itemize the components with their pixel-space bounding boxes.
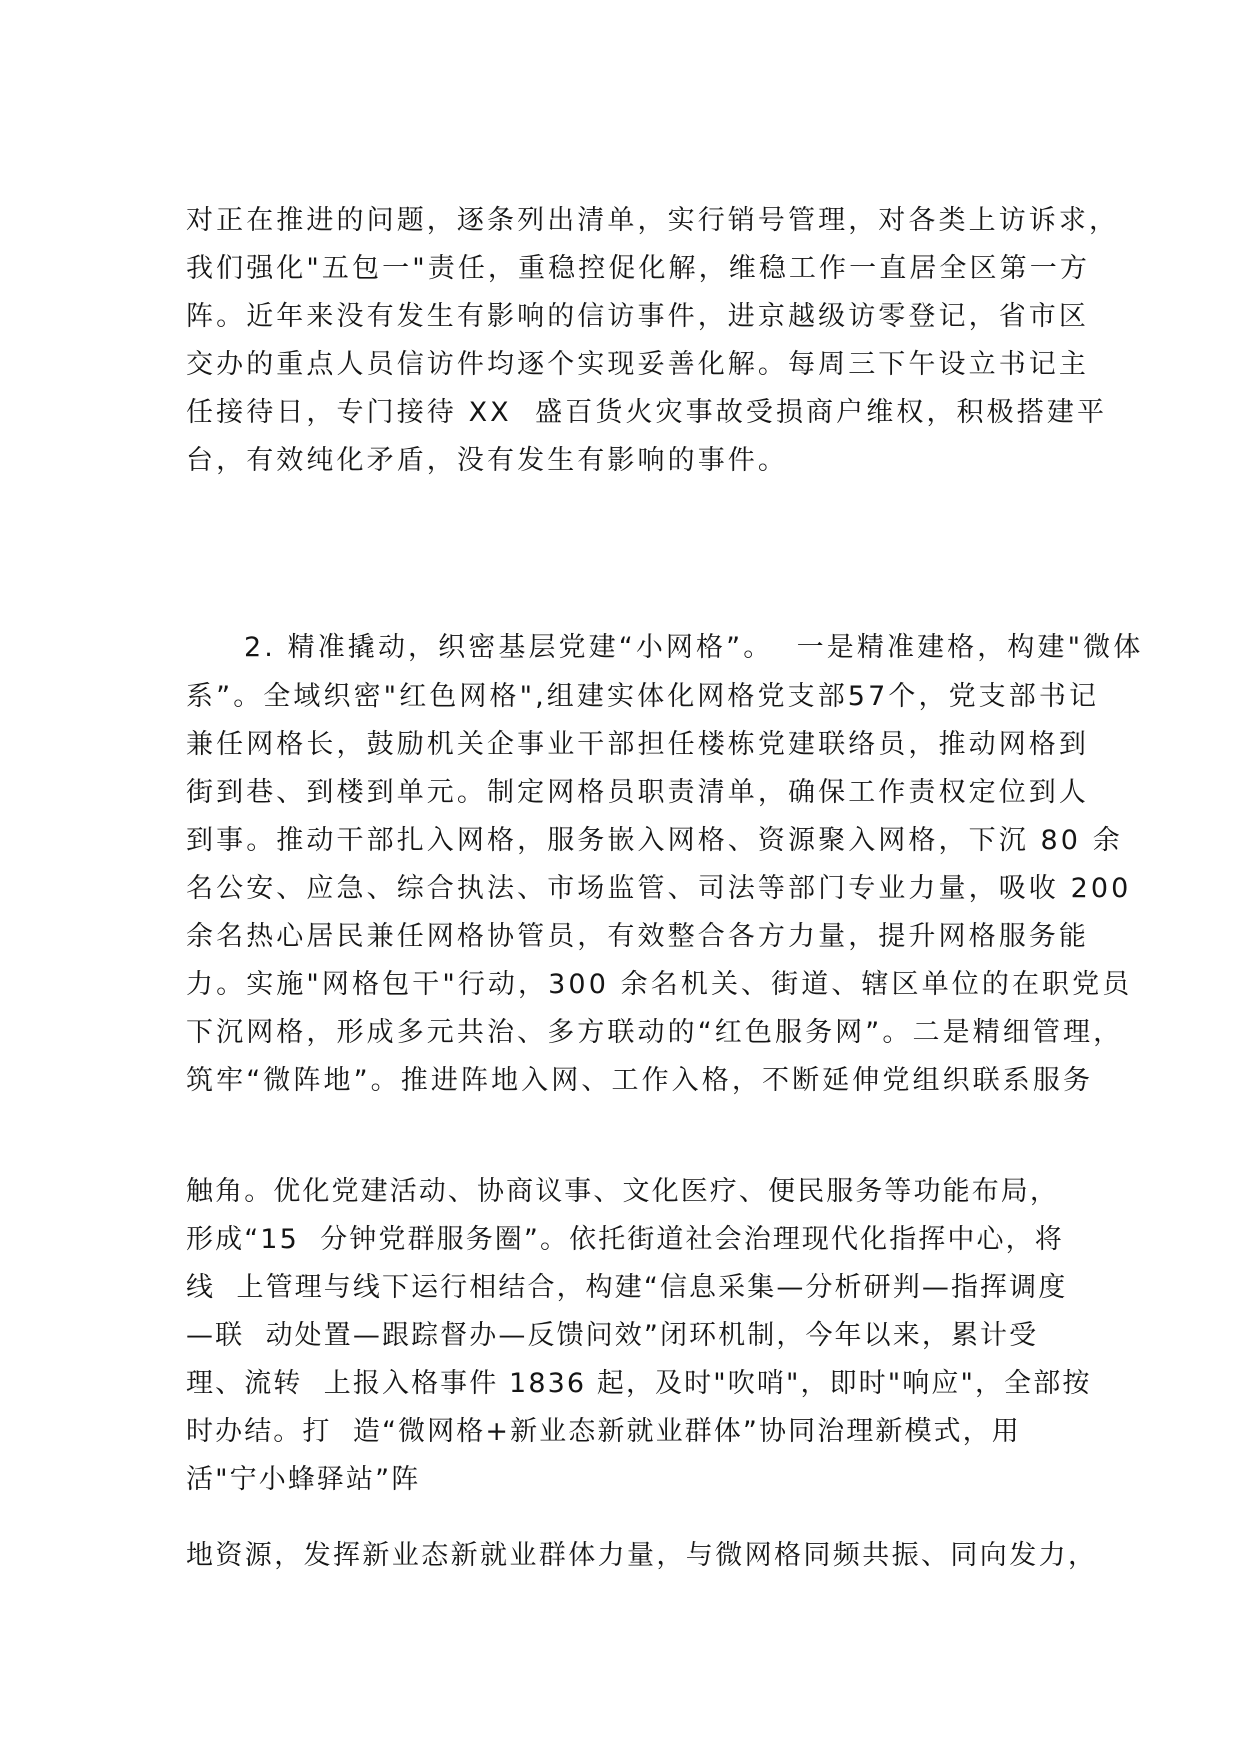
text-line: 到事。推动干部扎入网格，服务嵌入网格、资源聚入网格，下沉 80 余	[186, 825, 1123, 856]
text-line: 名公安、应急、综合执法、市场监管、司法等部门专业力量，吸收 200	[186, 873, 1132, 904]
text-line: 交办的重点人员信访件均逐个实现妥善化解。每周三下午设立书记主	[186, 349, 1089, 380]
text-line: —联 动处置—跟踪督办—反馈问效”闭环机制，今年以来，累计受	[186, 1320, 1039, 1351]
text-line: 台，有效纯化矛盾，没有发生有影响的事件。	[186, 445, 788, 476]
text-line: 街到巷、到楼到单元。制定网格员职责清单，确保工作责权定位到人	[186, 777, 1089, 808]
text-line: 理、流转 上报入格事件 1836 起，及时"吹哨"，即时"响应"，全部按	[186, 1368, 1092, 1399]
text-line: 触角。优化党建活动、协商议事、文化医疗、便民服务等功能布局，	[186, 1176, 1059, 1207]
text-line: 我们强化"五包一"责任，重稳控促化解，维稳工作一直居全区第一方	[186, 253, 1090, 284]
text-line: 线 上管理与线下运行相结合，构建“信息采集—分析研判—指挥调度	[186, 1272, 1068, 1303]
text-line: 阵。近年来没有发生有影响的信访事件，进京越级访零登记，省市区	[186, 301, 1089, 332]
text-line: 时办结。打 造“微网格+新业态新就业群体”协同治理新模式，用	[186, 1416, 1021, 1447]
text-line: 地资源，发挥新业态新就业群体力量，与微网格同频共振、同向发力，	[186, 1540, 1098, 1571]
text-line: 筑牢“微阵地”。推进阵地入网、工作入格，不断延伸党组织联系服务	[186, 1065, 1094, 1096]
text-line: 形成“15 分钟党群服务圈”。依托街道社会治理现代化指挥中心，将	[186, 1224, 1064, 1255]
text-line: 力。实施"网格包干"行动，300 余名机关、街道、辖区单位的在职党员	[186, 969, 1133, 1000]
text-line: 活"宁小蜂驿站”阵	[186, 1464, 421, 1495]
text-line: 兼任网格长，鼓励机关企事业干部担任楼栋党建联络员，推动网格到	[186, 729, 1089, 760]
text-line: 对正在推进的问题，逐条列出清单，实行销号管理，对各类上访诉求，	[186, 205, 1120, 236]
text-line: 余名热心居民兼任网格协管员，有效整合各方力量，提升网格服务能	[186, 921, 1089, 952]
paragraph-heading-line: 2. 精准撬动，织密基层党建“小网格”。 一是精准建格，构建"微体	[244, 632, 1144, 663]
text-line: 系”。全域织密"红色网格",组建实体化网格党支部57个，党支部书记	[186, 681, 1100, 712]
text-line: 任接待日，专门接待 XX 盛百货火灾事故受损商户维权，积极搭建平	[186, 397, 1108, 428]
text-line: 下沉网格，形成多元共治、多方联动的“红色服务网”。二是精细管理，	[186, 1017, 1124, 1048]
